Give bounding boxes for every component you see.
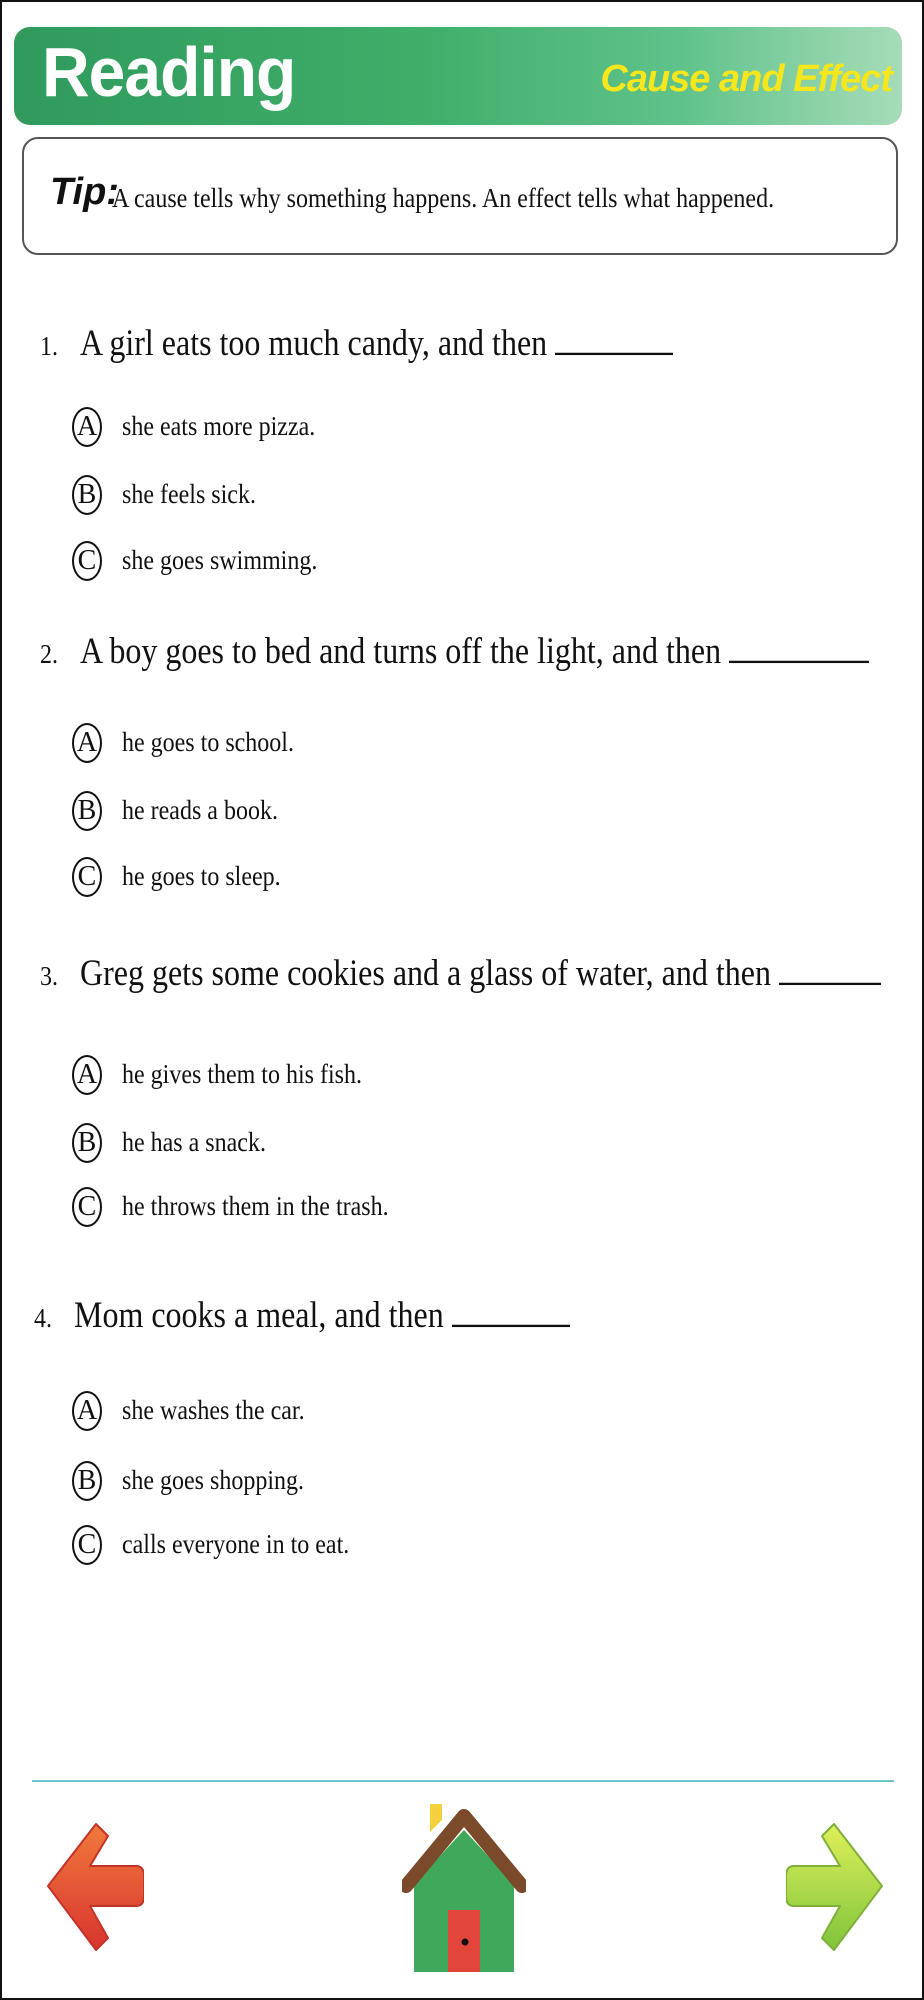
question-text-line <box>40 321 673 364</box>
question-text: Mom cooks a meal, and then <box>74 1293 444 1336</box>
left-arrow-icon <box>44 1818 144 1958</box>
option-b[interactable] <box>72 472 256 518</box>
option-text: he goes to school. <box>122 728 294 758</box>
option-c[interactable] <box>72 854 281 900</box>
option-text: she washes the car. <box>122 1396 305 1426</box>
option-letter: C <box>72 857 102 897</box>
option-text: he throws them in the trash. <box>122 1192 389 1222</box>
option-c[interactable] <box>72 1184 389 1230</box>
answer-blank <box>779 982 881 985</box>
question-number: 3. <box>40 962 58 992</box>
option-letter: C <box>72 1525 102 1565</box>
option-text: she goes swimming. <box>122 546 318 576</box>
option-letter: A <box>72 1055 102 1095</box>
option-a[interactable] <box>72 1388 305 1434</box>
answer-blank <box>729 660 869 663</box>
tip-box <box>22 137 898 255</box>
option-letter: A <box>72 1391 102 1431</box>
right-arrow-icon <box>786 1818 886 1958</box>
question-text: A boy goes to bed and turns off the light, and then <box>80 629 722 672</box>
option-c[interactable] <box>72 538 317 584</box>
question-number: 2. <box>40 640 58 670</box>
page-title: Reading <box>42 33 296 111</box>
option-text: she feels sick. <box>122 480 256 510</box>
back-button[interactable] <box>44 1818 144 1958</box>
home-icon <box>402 1802 526 1978</box>
tip-label: Tip: <box>50 171 119 213</box>
option-letter: C <box>72 1187 102 1227</box>
header-banner <box>14 27 902 125</box>
question-number: 1. <box>40 332 58 362</box>
page-subtitle: Cause and Effect <box>600 58 892 100</box>
option-b[interactable] <box>72 1458 304 1504</box>
tip-text: A cause tells why something happens. An effect tells what happened. <box>112 183 775 214</box>
option-letter: A <box>72 723 102 763</box>
option-b[interactable] <box>72 788 278 834</box>
option-letter: B <box>72 1123 102 1163</box>
option-letter: B <box>72 1461 102 1501</box>
home-button[interactable] <box>402 1802 526 1978</box>
option-letter: C <box>72 541 102 581</box>
question-number: 4. <box>34 1304 52 1334</box>
option-a[interactable] <box>72 404 315 450</box>
option-text: calls everyone in to eat. <box>122 1530 350 1560</box>
footer-divider <box>32 1780 894 1782</box>
option-text: he has a snack. <box>122 1128 266 1158</box>
question-text: A girl eats too much candy, and then <box>80 321 548 364</box>
option-text: he gives them to his fish. <box>122 1060 362 1090</box>
answer-blank <box>452 1324 570 1327</box>
question-text-line <box>40 629 869 672</box>
question-text-line <box>40 951 881 994</box>
option-letter: A <box>72 407 102 447</box>
option-text: he reads a book. <box>122 796 278 826</box>
next-button[interactable] <box>786 1818 886 1958</box>
answer-blank <box>555 352 673 355</box>
option-b[interactable] <box>72 1120 266 1166</box>
option-letter: B <box>72 791 102 831</box>
option-text: she goes shopping. <box>122 1466 304 1496</box>
question-text: Greg gets some cookies and a glass of water, and then <box>80 951 771 994</box>
option-text: he goes to sleep. <box>122 862 281 892</box>
question-text-line <box>34 1293 570 1336</box>
option-text: she eats more pizza. <box>122 412 316 442</box>
option-c[interactable] <box>72 1522 349 1568</box>
option-letter: B <box>72 475 102 515</box>
option-a[interactable] <box>72 720 294 766</box>
option-a[interactable] <box>72 1052 362 1098</box>
